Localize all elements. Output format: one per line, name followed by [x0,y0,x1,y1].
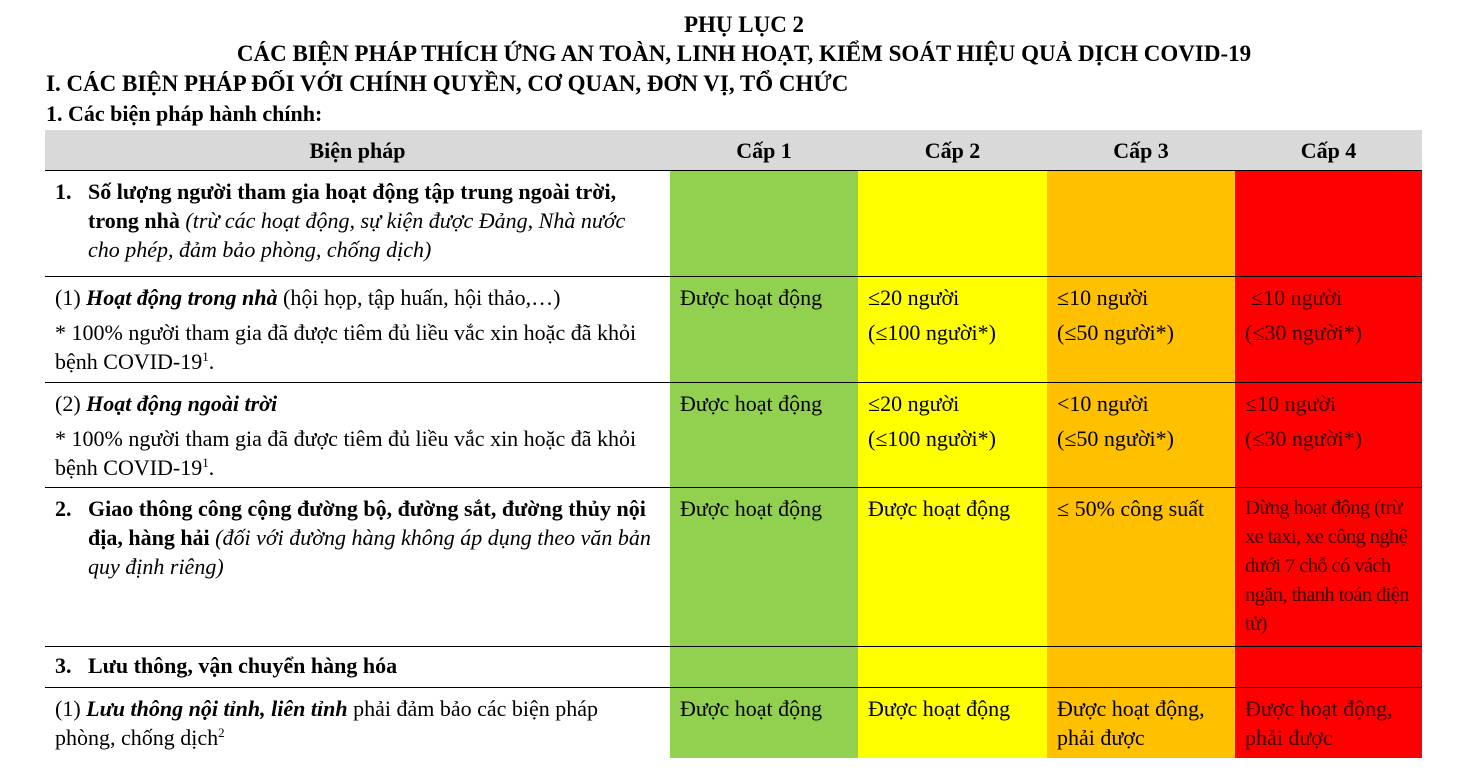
level-4-cell: Được hoạt động, phải được [1235,688,1422,759]
sub-heading: 1. Các biện pháp hành chính: [46,101,323,126]
measure-title: Hoạt động ngoài trời [86,391,278,416]
header-level-1: Cấp 1 [670,130,858,171]
measure-detail: (hội họp, tập huấn, hội thảo,…) [283,285,561,310]
measure-title: Lưu thông nội tỉnh, liên tỉnh [86,696,348,721]
header-level-3: Cấp 3 [1047,130,1235,171]
level-1-cell: Được hoạt động [670,688,858,759]
measure-cell [45,277,670,383]
level-4-cell [1235,647,1422,688]
appendix-title: PHỤ LỤC 2 [683,12,805,37]
measure-title: Giao thông công cộng đường bộ, đường sắt, đường thủy nội địa, hàng hải [88,496,646,550]
level-value: ≤20 người [868,391,960,416]
level-2-cell [858,383,1047,488]
level-value: <10 người [1057,391,1149,416]
level-value-vaccinated: (≤100 người*) [868,426,996,451]
level-value: ≤10 người [1251,285,1343,310]
level-value-vaccinated: (≤50 người*) [1057,320,1174,345]
item-number: 3. [55,653,72,678]
level-2-cell: Được hoạt động [858,688,1047,759]
document-title: CÁC BIỆN PHÁP THÍCH ỨNG AN TOÀN, LINH HOẠT, KIỂM SOÁT HIỆU QUẢ DỊCH COVID-19 [236,41,1252,66]
measure-note: (trừ các hoạt động, sự kiện được Đảng, Nhà nước cho phép, đảm bảo phòng, chống dịch) [88,208,626,262]
measure-title: Lưu thông, vận chuyển hàng hóa [88,653,398,678]
table-row [45,647,1422,688]
level-value-vaccinated: (≤30 người*) [1245,320,1362,345]
footnote-ref[interactable]: 2 [218,725,225,740]
header-level-4: Cấp 4 [1235,130,1422,171]
level-value-vaccinated: (≤50 người*) [1057,426,1174,451]
level-1-cell: Được hoạt động [670,488,858,647]
measure-cell [45,488,670,647]
item-prefix: (1) [55,285,81,310]
level-3-cell [1047,277,1235,383]
level-value: ≤20 người [868,285,960,310]
level-1-cell [670,383,858,488]
measures-table [45,130,1422,758]
measure-title: Số lượng người tham gia hoạt động tập trung ngoài trời, trong nhà [88,179,617,233]
level-value: ≤10 người [1245,391,1337,416]
level-value-vaccinated: (≤100 người*) [868,320,996,345]
measure-detail: phải đảm bảo các biện pháp phòng, chống dịch [55,696,599,750]
table-header-row [45,130,1422,171]
section-heading: I. CÁC BIỆN PHÁP ĐỐI VỚI CHÍNH QUYỀN, CƠ QUAN, ĐƠN VỊ, TỔ CHỨC [46,71,849,96]
level-4-cell [1235,171,1422,277]
measure-title: Hoạt động trong nhà [86,285,278,310]
level-4-cell [1235,383,1422,488]
level-1-cell [670,647,858,688]
level-value-vaccinated: (≤30 người*) [1245,426,1362,451]
header-level-2: Cấp 2 [858,130,1047,171]
level-2-cell [858,277,1047,383]
vaccination-note: * 100% người tham gia đã được tiêm đủ liều vắc xin hoặc đã khỏi bệnh COVID-19 [55,320,637,374]
level-3-cell [1047,383,1235,488]
footnote-ref[interactable]: 1 [202,455,209,470]
level-1-cell [670,171,858,277]
table-row [45,171,1422,277]
footnote-ref[interactable]: 1 [202,349,209,364]
table-row [45,383,1422,488]
level-2-cell [858,171,1047,277]
level-value: ≤10 người [1057,285,1149,310]
measure-note: (đối với đường hàng không áp dụng theo văn bản quy định riêng) [88,525,651,579]
item-prefix: (2) [55,391,81,416]
measure-cell [45,647,670,688]
item-number: 1. [55,179,72,204]
header-measure: Biện pháp [45,130,670,171]
vaccination-note: * 100% người tham gia đã được tiêm đủ liều vắc xin hoặc đã khỏi bệnh COVID-19 [55,426,637,480]
level-1-cell [670,277,858,383]
level-value: Được hoạt động [680,285,823,310]
table-row [45,488,1422,647]
measure-cell [45,688,670,759]
level-2-cell [858,647,1047,688]
level-4-cell: Dừng hoạt động (trừ xe taxi, xe công nghệ dưới 7 chỗ có vách ngăn, thanh toán điện tử) [1235,488,1422,647]
level-3-cell [1047,171,1235,277]
measure-cell [45,383,670,488]
table-row [45,277,1422,383]
measure-cell [45,171,670,277]
level-3-cell [1047,647,1235,688]
item-number: 2. [55,496,72,521]
item-prefix: (1) [55,696,81,721]
level-value: Được hoạt động [680,391,823,416]
table-row [45,688,1422,759]
note-end: . [208,349,215,374]
level-3-cell: Được hoạt động, phải được [1047,688,1235,759]
note-end: . [208,455,215,480]
level-2-cell: Được hoạt động [858,488,1047,647]
level-3-cell: ≤ 50% công suất [1047,488,1235,647]
level-4-cell [1235,277,1422,383]
